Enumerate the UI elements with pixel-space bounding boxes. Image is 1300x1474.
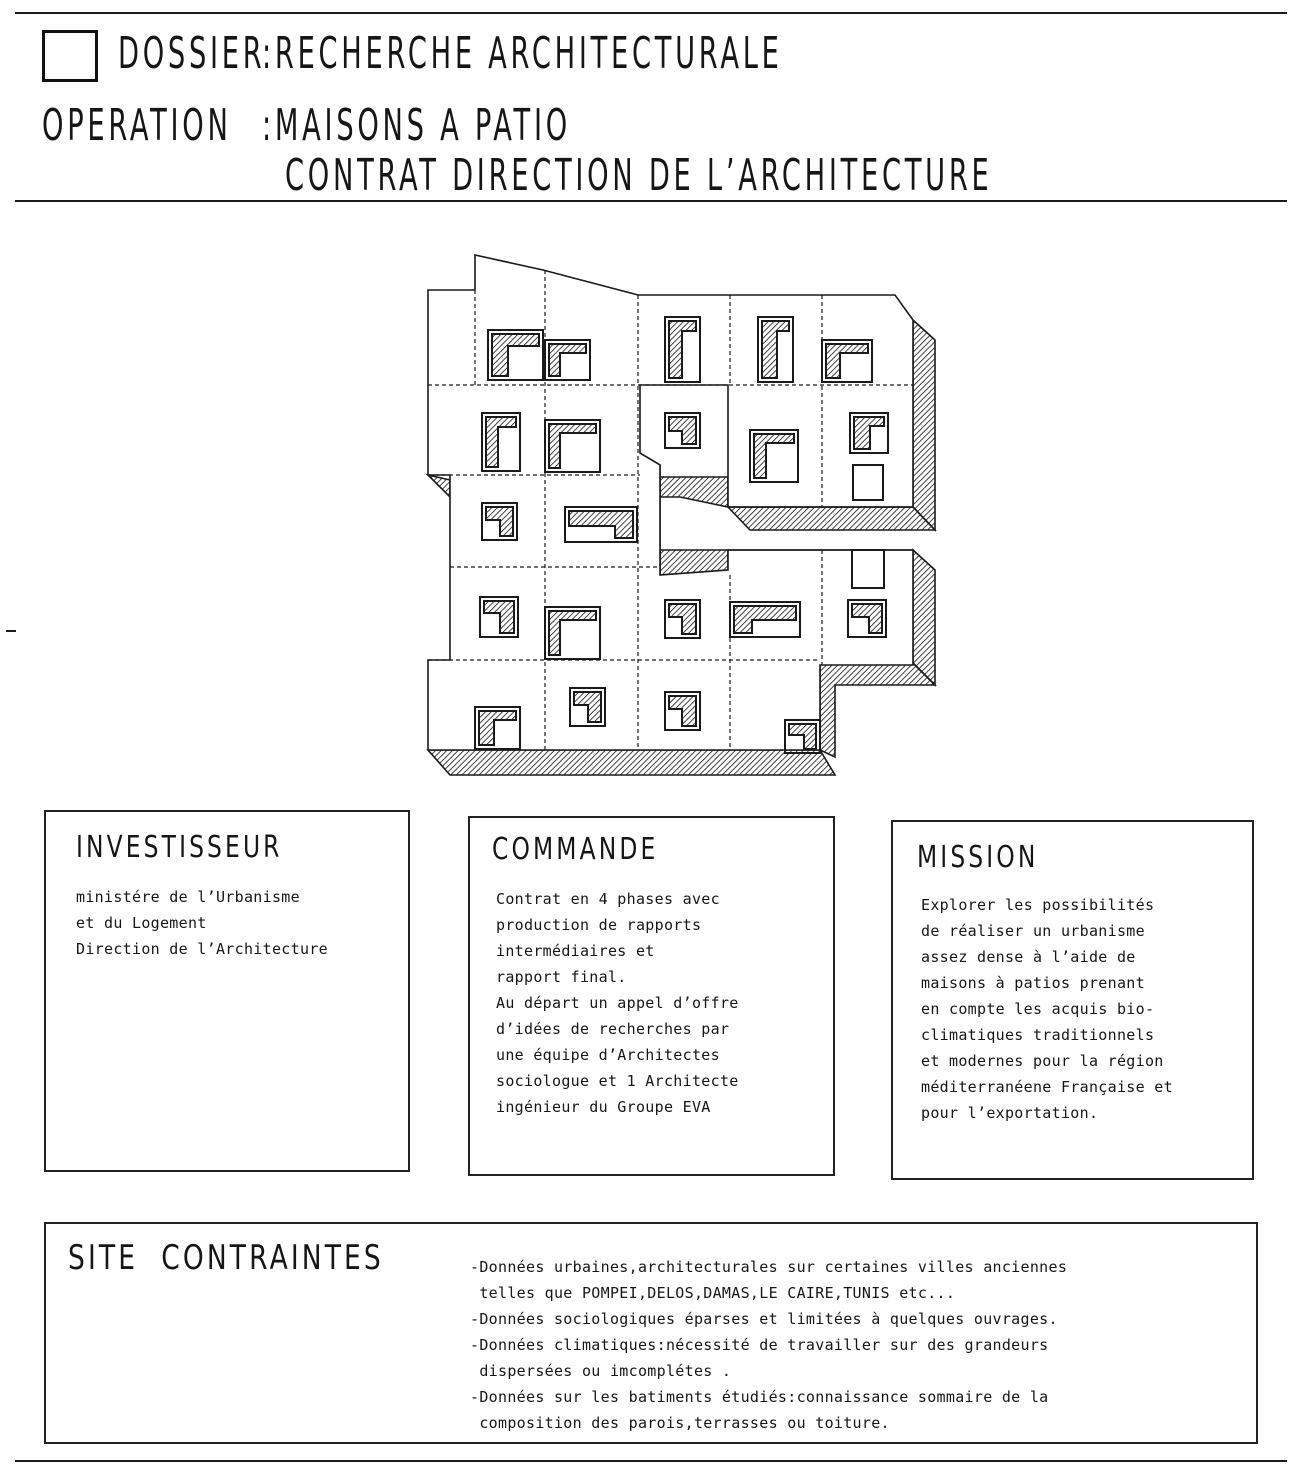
site-contraintes-heading: SITE CONTRAINTES xyxy=(68,1238,384,1278)
shadow-east-upper xyxy=(913,320,935,530)
investisseur-text: ministére de l’Urbanisme et du Logement Direction de l’Architecture xyxy=(76,888,328,958)
investisseur-heading: INVESTISSEUR xyxy=(76,830,283,865)
shadow-courtyard-top xyxy=(660,477,728,507)
commande-text: Contrat en 4 phases avec production de rapports intermédiaires et rapport final. Au départ un appel d’offre d’idées de recherches par une équipe d’Architectes sociologue et 1 Architecte ingénieur du Groupe EVA xyxy=(496,890,739,1116)
site-contraintes-text: -Données urbaines,architecturales sur certaines villes anciennes telles que POMPEI,DELOS,DAMAS,LE CAIRE,TUNIS etc... -Données sociologiques éparses et limitées à quelques ouvrages. -Données climatiques:nécessité de travailler sur des grandeurs dispersées ou imcomplétes . -Données sur les batiments étudiés:connaissance sommaire de la composition des parois,terrasses ou toiture. xyxy=(470,1258,1068,1432)
site-contraintes-box xyxy=(44,1222,1258,1444)
operation-value-line1: :MAISONS A PATIO xyxy=(262,100,571,151)
operation-value-line2: CONTRAT DIRECTION DE L’ARCHITECTURE xyxy=(285,150,993,201)
shadow-south-lower xyxy=(820,663,935,757)
dossier-checkbox[interactable] xyxy=(42,30,98,82)
shadow-bottom xyxy=(428,750,835,775)
mission-heading: MISSION xyxy=(917,840,1039,875)
dossier-value: :RECHERCHE ARCHITECTURALE xyxy=(262,28,783,79)
shadow-left xyxy=(428,475,450,497)
top-rule xyxy=(15,12,1287,14)
left-tick-mark xyxy=(6,630,16,632)
commande-box xyxy=(468,816,835,1176)
investisseur-box xyxy=(44,810,410,1172)
commande-heading: COMMANDE xyxy=(492,832,659,867)
dossier-label: DOSSIER xyxy=(118,28,266,79)
shadow-south-upper xyxy=(728,507,935,530)
operation-label: OPERATION xyxy=(42,100,232,151)
mission-text: Explorer les possibilités de réaliser un urbanisme assez dense à l’aide de maisons à patios prenant en compte les acquis bio- climatiques traditionnels et modernes pour la région méditerranéene Française et pour l’exportation. xyxy=(921,896,1173,1122)
shadow-east-lower xyxy=(913,550,935,685)
patio-houses-site-plan-drawing xyxy=(420,245,950,785)
mission-box xyxy=(891,820,1254,1180)
bottom-rule xyxy=(15,1460,1287,1462)
